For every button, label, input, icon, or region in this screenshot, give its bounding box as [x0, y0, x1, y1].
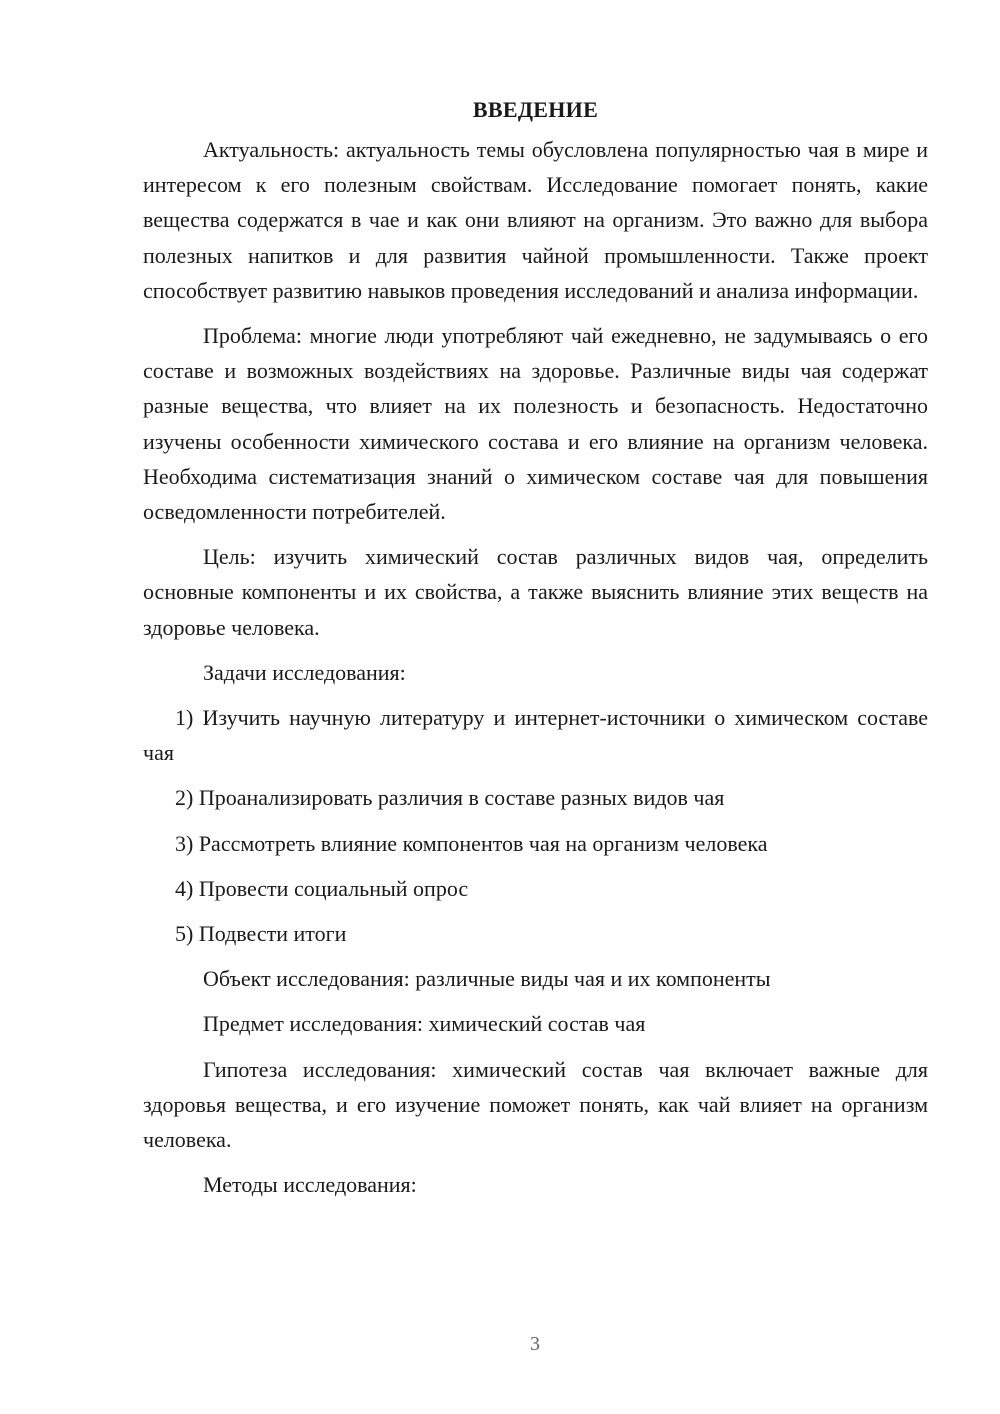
- problem-paragraph: Проблема: многие люди употребляют чай ежедневно, не задумываясь о его составе и возможных воздействиях на здоровье. Различные виды чая содержат разные вещества, что влияет на их полезность и безопасность. Недостаточно изучены особенности химического состава и его влияние на организм человека. Необходима систематизация знаний о химическом составе чая для повышения осведомленности потребителей.: [143, 323, 928, 525]
- task-item-2: 2) Проанализировать различия в составе разных видов чая: [175, 785, 725, 811]
- page-number: 3: [530, 1333, 540, 1355]
- relevance-paragraph: Актуальность: актуальность темы обусловлена популярностью чая в мире и интересом к его полезным свойствам. Исследование помогает понять, какие вещества содержатся в чае и как они влияют на организм. Это важно для выбора полезных напитков и для развития чайной промышленности. Также проект способствует развитию навыков проведения исследований и анализа информации.: [143, 137, 928, 303]
- hypothesis-paragraph: Гипотеза исследования: химический состав чая включает важные для здоровья вещества, и его изучение поможет понять, как чай влияет на организм человека.: [143, 1056, 928, 1153]
- tasks-heading: Задачи исследования:: [203, 659, 406, 685]
- task-item-5: 5) Подвести итоги: [175, 921, 347, 947]
- page-title: ВВЕДЕНИЕ: [472, 97, 599, 122]
- goal-paragraph: Цель: изучить химический состав различных видов чая, определить основные компоненты и их свойства, а также выяснить влияние этих веществ на здоровье человека.: [143, 544, 928, 640]
- task-item-4: 4) Провести социальный опрос: [175, 875, 469, 901]
- task-item-3: 3) Рассмотреть влияние компонентов чая на организм человека: [175, 830, 768, 856]
- document-page: [143, 92, 928, 1212]
- task-item-1: 1) Изучить научную литературу и интернет-источники о химическом составе чая: [143, 705, 928, 766]
- subject-paragraph: Предмет исследования: химический состав чая: [203, 1011, 646, 1037]
- methods-heading: Методы исследования:: [203, 1172, 417, 1198]
- object-paragraph: Объект исследования: различные виды чая и их компоненты: [203, 966, 771, 992]
